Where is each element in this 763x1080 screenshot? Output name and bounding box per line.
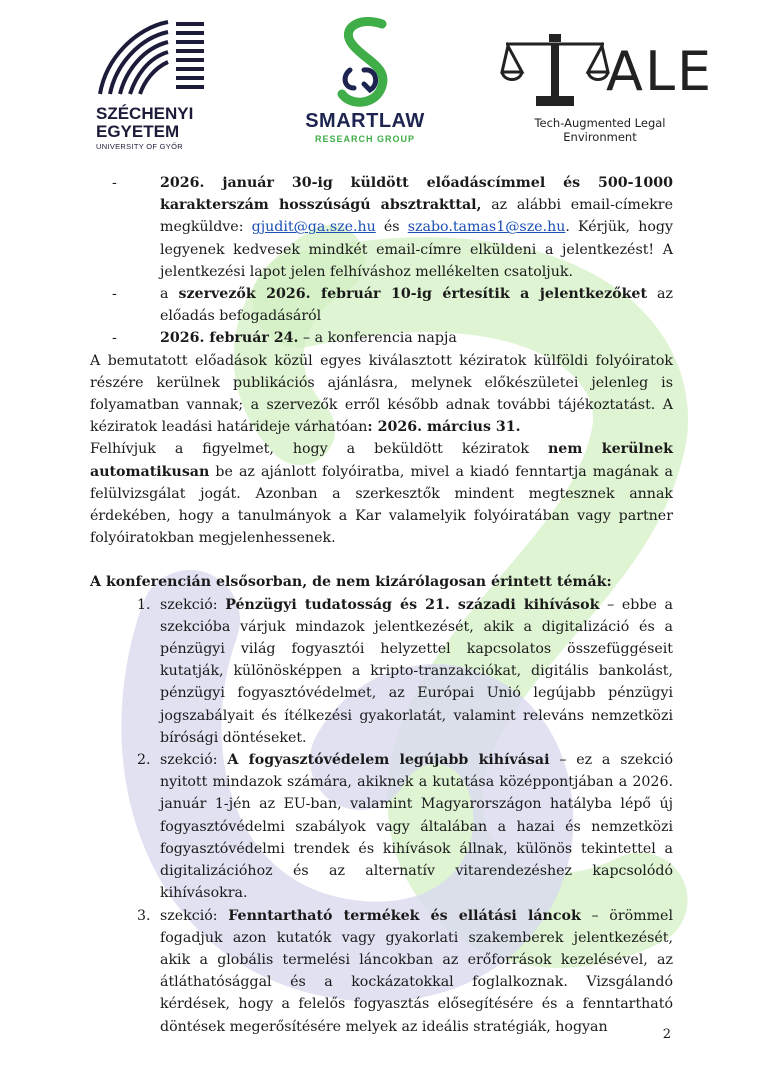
publication-paragraph xyxy=(90,350,673,439)
szechenyi-logo xyxy=(96,18,216,154)
topic-lead: szekció: xyxy=(160,907,229,924)
deadline-text: az alábbi email-címekre megküldve: xyxy=(160,197,673,236)
paragraph-text: be az ajánlott folyóiratba, mivel a kiadó fenntartja magának a felülvizsgálat jogát. Azonban a szerkesztők mindent megtesznek annak érdekében, hogy a tanulmányok a Kar valamelyik folyóiratában vagy partner folyóiratokban megjelenhessenek. xyxy=(90,463,673,547)
topic-lead: szekció: xyxy=(160,752,228,769)
paragraph-text: A bemutatott előadások közül egyes kiválasztott kéziratok külföldi folyóiratok részére kerülnek publikációs ajánlásra, melynek előkészületei jelenleg is folyamatban vannak; a szervezők erről később adnak további tájékoztatást. A kéziratok leadási határideje várhatóan xyxy=(90,352,673,436)
szechenyi-name-line1: SZÉCHENYI xyxy=(96,104,194,123)
deadline-text: . Kérjük, hogy legyenek kedvesek mindkét email-címre elküldeni a jelentkezést! A jelentkezési lapot jelen felhíváshoz mellékelten csatoljuk. xyxy=(160,219,673,280)
topic-lead: szekció: xyxy=(160,596,226,613)
conference-date-bold: 2026. február 24. xyxy=(160,330,299,347)
deadline-text: a xyxy=(160,286,179,303)
topics-list xyxy=(90,594,673,1038)
not-automatic-bold: nem kerülnek automatikusan xyxy=(90,441,673,480)
email-link-szabo[interactable]: szabo.tamas1@sze.hu xyxy=(407,219,566,236)
szechenyi-name-line2: EGYETEM xyxy=(96,122,180,141)
deadline-item-abstract xyxy=(90,172,673,283)
deadline-text: és xyxy=(375,219,408,236)
szechenyi-emblem-icon xyxy=(96,18,216,98)
topic-item-2 xyxy=(90,749,673,904)
szechenyi-name-line3: UNIVERSITY OF GYŐR xyxy=(96,142,183,151)
scales-of-justice-icon xyxy=(500,30,610,112)
page-number: 2 xyxy=(662,1027,671,1042)
tale-letters: ALE xyxy=(606,40,714,103)
tale-caption: Tech-Augmented Legal Environment xyxy=(534,116,666,144)
topic-title: Pénzügyi tudatosság és 21. századi kihívások xyxy=(225,596,600,613)
deadline-list xyxy=(90,172,673,350)
deadline-text: – a konferencia napja xyxy=(298,330,457,347)
notification-deadline-bold: szervezők 2026. február 10-ig értesítik a jelentkezőket xyxy=(178,286,648,303)
email-link-gjudit[interactable]: gjudit@ga.sze.hu xyxy=(251,219,376,236)
topics-heading xyxy=(90,571,673,593)
smartlaw-name: SMARTLAW xyxy=(305,110,425,132)
topic-number: 3. xyxy=(137,907,151,924)
document-body xyxy=(90,172,673,1038)
abstract-deadline-bold: 2026. január 30-ig küldött előadáscímmel és 500-1000 karakterszám hosszúságú absztrakttal, xyxy=(160,175,673,214)
deadline-item-notification xyxy=(90,283,673,327)
deadline-item-conference-day xyxy=(90,327,673,349)
topic-number: 2. xyxy=(137,752,151,769)
deadline-text: az előadás befogadásáról xyxy=(160,286,673,325)
topic-number: 1. xyxy=(137,596,151,613)
topic-title: A fogyasztóvédelem legújabb kihívásai xyxy=(227,752,550,769)
smartlaw-logo xyxy=(290,14,440,148)
topic-text: – örömmel fogadjuk azon kutatók vagy gyakorlati szakemberek jelentkezését, akik a globális termelési láncokban az erőforrások kezelésével, az átláthatósággal és a kockázatokkal foglalkoznak. Vizsgálandó kérdések, hogy a felelős fogyasztás elősegítésére és a fenntartható döntések megerősítésére melyek az ideális stratégiák, hogyan xyxy=(160,907,673,1035)
topic-title: Fenntartható termékek és ellátási láncok xyxy=(228,907,581,924)
topics-heading-text: A konferencián elsősorban, de nem kizárólagosan érintett témák: xyxy=(90,574,612,591)
paragraph-text: Felhívjuk a figyelmet, hogy a beküldött kéziratok xyxy=(90,441,548,458)
topic-item-3 xyxy=(90,905,673,1038)
tale-logo xyxy=(500,30,714,144)
smartlaw-subtitle: RESEARCH GROUP xyxy=(314,134,415,144)
topic-text: – ebbe a szekcióba várjuk mindazok jelentkezését, akik a digitalizáció és a pénzügyi világ fogyasztói helyzettel kapcsolatos összefüggéseit kutatják, különösképpen a kripto-tranzakciókat, digitális bankolást, pénzügyi fogyasztóvédelmet, az Európai Unió legújabb pénzügyi jogszabályait és ítélkezési gyakorlatát, valamint releváns nemzetközi bírósági döntéseket. xyxy=(160,596,673,746)
header-logos xyxy=(0,0,763,150)
manuscript-deadline-bold: : 2026. március 31. xyxy=(367,419,521,436)
topic-item-1 xyxy=(90,594,673,749)
spacer xyxy=(90,549,673,571)
topic-text: – ez a szekció nyitott mindazok számára, akiknek a kutatása középpontjában a 2026. január 1-jén az EU-ban, valamint Magyarországon hatályba lépő új fogyasztóvédelmi szabályok vagy általában a hazai és nemzetközi fogyasztóvédelmi trendek és kihívások állnak, különös tekintettel a digitalizációhoz és az alternatív vitarendezéshez kapcsolódó kihívásokra. xyxy=(160,752,673,902)
smartlaw-emblem-icon xyxy=(290,14,440,110)
notice-paragraph xyxy=(90,438,673,549)
